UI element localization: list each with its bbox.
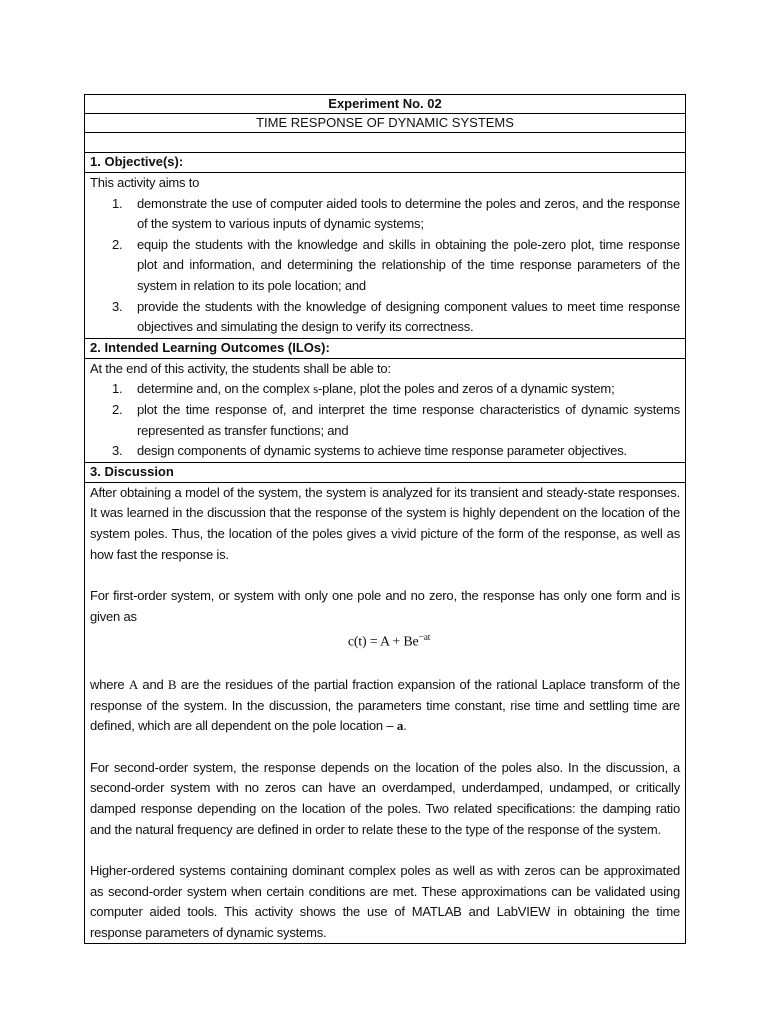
ilo-item	[90, 400, 680, 441]
blank-row	[85, 133, 685, 153]
discussion-paragraph: After obtaining a model of the system, the system is analyzed for its transient and steady-state responses. It was learned in the discussion that the response of the system is highly dependent on the location of the system poles. Thus, the location of the poles gives a vivid picture of the form of the response, as well as how fast the response is.	[90, 484, 680, 562]
ilo-number: 1.	[112, 381, 123, 397]
ilo-text: design components of dynamic systems to achieve time response parameter objectives.	[137, 443, 627, 459]
ilo-item	[90, 441, 680, 462]
objectives-heading: 1. Objective(s):	[85, 153, 685, 173]
objective-text: provide the students with the knowledge of designing component values to meet time response objectives and simulating the design to verify its correctness.	[137, 298, 680, 335]
discussion-paragraph: For second-order system, the response depends on the location of the poles also. In the discussion, a second-order system with no zeros can have an overdamped, underdamped, undamped, or critically damped response depending on the location of the poles. Two related specifications: the damping ratio and the natural frequency are defined in order to relate these to the type of the response of the system.	[90, 759, 680, 837]
discussion-paragraph: For first-order system, or system with only one pole and no zero, the response has only one form and is given as	[90, 588, 680, 624]
discussion-paragraph: Higher-ordered systems containing dominant complex poles as well as with zeros can be approximated as second-order system when certain conditions are met. These approximations can be validated using computer aided tools. This activity shows the use of MATLAB and LabVIEW in obtaining the time response parameters of dynamic systems.	[90, 863, 680, 940]
objective-number: 3.	[112, 298, 123, 314]
ilo-text-start: determine and, on the complex	[137, 381, 314, 397]
first-order-equation	[90, 627, 680, 654]
discussion-paragraph: where A and B are the residues of the partial fraction expansion of the rational Laplace transform of the response of the system. In the discussion, the parameters time constant, rise time and settling time are defined, which are all dependent on the pole location – a.	[90, 676, 681, 734]
experiment-number: Experiment No. 02	[85, 95, 685, 114]
objective-text: equip the students with the knowledge and skills in obtaining the pole-zero plot, time response plot and information, and determining the relationship of the time response parameters of the system in relation to its pole location; and	[137, 236, 680, 293]
objective-number: 1.	[112, 195, 123, 211]
objectives-list	[90, 194, 680, 338]
equation-base: c(t) = A + Be	[347, 634, 419, 650]
objective-item	[90, 194, 680, 235]
equation-exponent: −at	[418, 633, 431, 644]
objective-text: demonstrate the use of computer aided tools to determine the poles and zeros, and the response of the system to various inputs of dynamic systems;	[137, 195, 680, 232]
symbol-a-lower: a	[396, 718, 404, 734]
experiment-title: TIME RESPONSE OF DYNAMIC SYSTEMS	[85, 114, 685, 133]
ilo-text: plot the time response of, and interpret the time response characteristics of dynamic systems represented as transfer functions; and	[137, 401, 680, 438]
objective-item	[90, 297, 680, 338]
ilos-body	[85, 359, 685, 463]
ilo-item	[90, 379, 680, 400]
objectives-body	[85, 173, 685, 339]
ilo-number: 2.	[112, 401, 123, 417]
ilo-text-end: -plane, plot the poles and zeros of a dynamic system;	[317, 381, 615, 397]
objective-number: 2.	[112, 236, 123, 252]
ilos-intro: At the end of this activity, the students shall be able to:	[90, 360, 391, 376]
discussion-heading: 3. Discussion	[85, 463, 685, 483]
discussion-body	[85, 483, 685, 944]
symbol-a-upper: A	[128, 676, 139, 692]
s-plane-symbol: s	[313, 381, 318, 397]
ilos-heading: 2. Intended Learning Outcomes (ILOs):	[85, 339, 685, 359]
objectives-intro: This activity aims to	[90, 175, 200, 190]
ilo-number: 3.	[112, 443, 123, 459]
symbol-b-upper: B	[167, 676, 177, 692]
ilos-list	[90, 379, 680, 461]
objective-item	[90, 235, 680, 297]
experiment-document	[84, 94, 686, 944]
